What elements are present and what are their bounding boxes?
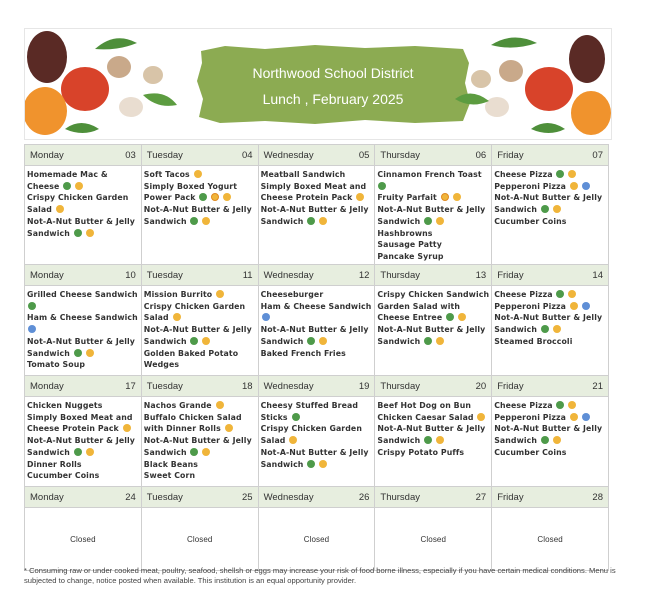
weekday-label: Thursday	[380, 491, 420, 503]
menu-item	[144, 289, 256, 301]
milk-icon	[441, 193, 449, 201]
menu-item-name: Not-A-Nut Butter & Jelly Sandwich	[377, 205, 486, 226]
date-label: 06	[475, 149, 487, 161]
menu-item	[144, 169, 256, 181]
menu-item-name: Not-A-Nut Butter & Jelly Sandwich	[494, 193, 603, 215]
menu-item-name: Ham & Cheese Sandwich	[27, 313, 138, 323]
menu-item	[494, 301, 606, 313]
menu-item	[261, 348, 373, 360]
menu-item-name: Simply Boxed Meat and Cheese Protein Pack	[260, 181, 367, 203]
weekday-label: Tuesday	[146, 491, 183, 503]
closed-label: Closed	[537, 534, 563, 544]
wheat-icon	[202, 337, 210, 345]
weekday-label: Tuesday	[146, 380, 183, 392]
weekday-label: Monday	[30, 149, 64, 161]
date-label: 10	[125, 269, 136, 281]
menu-item	[27, 216, 139, 239]
menu-calendar-grid	[24, 144, 609, 571]
veg-icon	[190, 448, 198, 456]
soy-icon	[582, 302, 590, 310]
weekday-label: Tuesday	[146, 269, 183, 281]
soy-icon	[28, 325, 36, 333]
menu-item	[377, 324, 489, 347]
weekday-label: Friday	[497, 491, 524, 503]
wheat-icon	[194, 170, 202, 178]
menu-item	[27, 312, 139, 335]
menu-items	[375, 166, 491, 264]
menu-item-name: Crispy Chicken Garden Salad	[260, 424, 362, 446]
wheat-icon	[86, 448, 94, 456]
menu-items	[142, 508, 258, 570]
menu-item	[144, 459, 256, 471]
weekday-label: Monday	[30, 380, 64, 392]
menu-item	[261, 169, 373, 181]
day-header	[492, 376, 608, 397]
menu-item-name: Dinner Rolls	[27, 459, 82, 469]
menu-item	[27, 289, 139, 312]
wheat-icon	[436, 337, 444, 345]
menu-item	[261, 204, 373, 227]
wheat-icon	[56, 205, 64, 213]
menu-items	[259, 397, 375, 486]
menu-item	[261, 447, 373, 470]
menu-item	[27, 169, 139, 192]
day-header	[375, 265, 491, 286]
vegetables-left-image	[25, 29, 185, 139]
wheat-icon	[568, 290, 576, 298]
weekday-label: Friday	[497, 269, 524, 281]
veg-icon	[424, 217, 432, 225]
menu-item	[144, 400, 256, 412]
menu-item-name: Mission Burrito	[143, 290, 213, 299]
menu-item-name: Not-A-Nut Butter & Jelly Sandwich	[377, 325, 486, 346]
wheat-icon	[123, 424, 131, 432]
day-cell	[142, 145, 259, 265]
day-header	[492, 487, 608, 508]
weekday-label: Monday	[30, 491, 64, 503]
soy-icon	[582, 413, 590, 421]
menu-item-name: Sweet Corn	[143, 471, 196, 481]
day-header	[375, 145, 491, 166]
wheat-icon	[553, 205, 561, 213]
menu-item-name: Black Beans	[143, 459, 198, 469]
day-cell	[25, 265, 142, 376]
menu-item-name: Steamed Broccoli	[494, 336, 573, 346]
wheat-icon	[570, 302, 578, 310]
menu-item-name: Not-A-Nut Butter & Jelly Sandwich	[260, 205, 369, 226]
day-header	[25, 376, 141, 397]
menu-item	[494, 192, 606, 215]
menu-item-name: Golden Baked Potato Wedges	[143, 348, 239, 370]
menu-item	[377, 400, 489, 412]
date-label: 07	[592, 149, 603, 161]
menu-item-name: Chicken Nuggets	[27, 401, 103, 410]
menu-item	[377, 192, 489, 204]
date-label: 18	[242, 380, 253, 392]
footnote: * Consuming raw or under cooked meat, poultry, seafood, shellsh or eggs may increase your risk of food borne illness, especially if you have certain medical conditions. Menu is subjected to change, notice posted when available. This institution is an equal opportunity provider.	[24, 566, 616, 585]
menu-item-name: Cheese Pizza	[494, 170, 553, 179]
menu-item	[377, 169, 489, 192]
menu-item	[494, 169, 606, 181]
menu-items	[375, 508, 491, 570]
menu-item-name: Not-A-Nut Butter & Jelly Sandwich	[494, 424, 603, 446]
menu-item-name: Cucumber Coins	[494, 447, 567, 457]
menu-item-name: Not-A-Nut Butter & Jelly Sandwich	[143, 436, 252, 457]
menu-item-name: Sausage Patty	[377, 240, 442, 250]
veg-icon	[74, 448, 82, 456]
menu-items	[142, 286, 258, 375]
veg-icon	[199, 193, 207, 201]
menu-item-name: Crispy Chicken Garden Salad	[143, 301, 246, 323]
veg-icon	[292, 413, 300, 421]
veg-icon	[556, 401, 564, 409]
menu-item	[494, 412, 606, 424]
day-header	[142, 487, 258, 508]
menu-item	[144, 301, 256, 324]
day-header	[25, 487, 141, 508]
veg-icon	[424, 337, 432, 345]
menu-item	[494, 312, 606, 335]
menu-items	[492, 286, 608, 375]
wheat-icon	[553, 436, 561, 444]
day-header	[492, 145, 608, 166]
menu-item	[144, 324, 256, 347]
menu-item-name: Cucumber Coins	[27, 471, 100, 481]
weekday-label: Thursday	[380, 149, 420, 161]
menu-items	[25, 166, 141, 264]
date-label: 27	[475, 491, 487, 503]
menu-item	[261, 181, 373, 204]
wheat-icon	[223, 193, 231, 201]
menu-item-name: Not-A-Nut Butter & Jelly Sandwich	[27, 436, 135, 457]
menu-items	[259, 166, 375, 264]
menu-item	[27, 336, 139, 359]
closed-label: Closed	[303, 534, 330, 544]
date-label: 13	[475, 269, 487, 281]
day-header	[25, 265, 141, 286]
weekday-label: Wednesday	[263, 269, 314, 281]
soy-icon	[262, 313, 270, 321]
weekday-label: Monday	[30, 269, 64, 281]
wheat-icon	[202, 217, 210, 225]
wheat-icon	[570, 413, 578, 421]
menu-item-name: Fruity Parfait	[377, 193, 437, 203]
wheat-icon	[553, 325, 561, 333]
date-label: 28	[592, 491, 603, 503]
menu-item-name: Not-A-Nut Butter & Jelly Sandwich	[260, 325, 369, 346]
menu-item-name: Pepperoni Pizza	[494, 181, 567, 191]
menu-item-name: Not-A-Nut Butter & Jelly Sandwich	[143, 325, 252, 346]
wheat-icon	[216, 401, 224, 409]
date-label: 21	[592, 380, 603, 392]
menu-item	[261, 301, 373, 324]
weekday-label: Friday	[497, 149, 524, 161]
milk-icon	[211, 193, 219, 201]
menu-item-name: Buffalo Chicken Salad with Dinner Rolls	[143, 412, 242, 434]
day-header	[375, 376, 491, 397]
menu-item-name: Not-A-Nut Butter & Jelly Sandwich	[27, 216, 135, 238]
day-cell	[492, 265, 609, 376]
menu-item	[377, 204, 489, 227]
day-cell	[142, 376, 259, 487]
menu-item-name: Not-A-Nut Butter & Jelly Sandwich	[27, 336, 135, 358]
menu-subtitle: Lunch , February 2025	[262, 91, 404, 107]
menu-items	[142, 397, 258, 486]
menu-item	[377, 289, 489, 301]
wheat-icon	[458, 313, 466, 321]
weekday-label: Friday	[497, 380, 524, 392]
menu-item-name: Not-A-Nut Butter & Jelly Sandwich	[143, 205, 252, 226]
menu-item-name: Tomato Soup	[27, 360, 86, 370]
menu-item-name: Garden Salad with Cheese Entree	[377, 301, 460, 323]
day-header	[259, 265, 375, 286]
day-cell	[375, 487, 492, 571]
district-title: Northwood School District	[252, 65, 414, 81]
day-cell	[492, 376, 609, 487]
menu-items	[259, 286, 375, 375]
menu-item-name: Cucumber Coins	[494, 216, 567, 226]
weekday-label: Thursday	[380, 380, 420, 392]
menu-item	[494, 336, 606, 348]
wheat-icon	[436, 217, 444, 225]
date-label: 05	[358, 149, 370, 161]
menu-item	[27, 470, 139, 482]
date-label: 12	[358, 269, 370, 281]
menu-item-name: Hashbrowns	[377, 228, 433, 238]
day-cell	[259, 376, 376, 487]
day-header	[142, 376, 258, 397]
menu-item	[144, 435, 256, 458]
menu-item	[494, 181, 606, 193]
menu-item-name: Crispy Potato Puffs	[377, 447, 465, 457]
weekday-label: Thursday	[380, 269, 420, 281]
menu-item-name: Simply Boxed Yogurt Power Pack	[143, 181, 238, 203]
menu-item	[261, 324, 373, 347]
day-cell	[142, 487, 259, 571]
menu-item	[377, 251, 489, 263]
menu-items	[25, 286, 141, 375]
wheat-icon	[319, 217, 327, 225]
date-label: 25	[242, 491, 253, 503]
menu-item	[494, 423, 606, 446]
veg-icon	[541, 436, 549, 444]
day-cell	[375, 376, 492, 487]
menu-item-name: Cheeseburger	[260, 290, 324, 299]
soy-icon	[582, 182, 590, 190]
menu-item	[27, 435, 139, 458]
menu-items	[492, 508, 608, 570]
menu-item	[377, 447, 489, 459]
weekday-label: Tuesday	[146, 149, 183, 161]
day-header	[25, 145, 141, 166]
menu-item-name: Not-A-Nut Butter & Jelly Sandwich	[377, 424, 486, 446]
menu-item-name: Cheese Pizza	[494, 401, 553, 410]
menu-item-name: Beef Hot Dog on Bun	[377, 401, 472, 410]
weekday-label: Wednesday	[263, 491, 314, 503]
day-cell	[492, 487, 609, 571]
veg-icon	[74, 349, 82, 357]
menu-items	[492, 166, 608, 264]
menu-item-name: Crispy Chicken Sandwich	[377, 290, 490, 299]
veg-icon	[307, 460, 315, 468]
menu-item	[377, 239, 489, 251]
menu-item-name: Simply Boxed Meat and Cheese Protein Pack	[27, 412, 133, 434]
wheat-icon	[86, 349, 94, 357]
menu-item	[27, 400, 139, 412]
menu-item	[144, 412, 256, 435]
veg-icon	[446, 313, 454, 321]
menu-item	[261, 289, 373, 301]
menu-item-name: Cheese Pizza	[494, 290, 553, 299]
day-header	[259, 487, 375, 508]
menu-item-name: Soft Tacos	[143, 170, 190, 179]
wheat-icon	[86, 229, 94, 237]
day-cell	[259, 487, 376, 571]
menu-item	[494, 400, 606, 412]
menu-item-name: Not-A-Nut Butter & Jelly Sandwich	[494, 313, 603, 335]
menu-items	[25, 508, 141, 570]
closed-label: Closed	[70, 534, 96, 544]
menu-item-name: Grilled Cheese Sandwich	[27, 290, 138, 299]
day-cell	[142, 265, 259, 376]
menu-item	[261, 400, 373, 423]
menu-item	[377, 412, 489, 424]
day-header	[259, 376, 375, 397]
menu-item	[144, 470, 256, 482]
menu-item	[494, 216, 606, 228]
date-label: 17	[125, 380, 136, 392]
wheat-icon	[319, 460, 327, 468]
veg-icon	[556, 170, 564, 178]
wheat-icon	[477, 413, 485, 421]
veg-icon	[541, 205, 549, 213]
veg-icon	[63, 182, 71, 190]
menu-items	[492, 397, 608, 486]
date-label: 03	[125, 149, 136, 161]
menu-item-name: Nachos Grande	[143, 401, 212, 410]
closed-label: Closed	[186, 534, 213, 544]
day-cell	[25, 145, 142, 265]
menu-item	[377, 301, 489, 324]
veg-icon	[556, 290, 564, 298]
wheat-icon	[75, 182, 83, 190]
menu-item	[261, 423, 373, 446]
menu-item-name: Pancake Syrup	[377, 251, 444, 261]
wheat-icon	[568, 401, 576, 409]
wheat-icon	[436, 436, 444, 444]
wheat-icon	[289, 436, 297, 444]
menu-item-name: Homemade Mac & Cheese	[27, 170, 108, 191]
menu-item-name: Cheesy Stuffed Bread Sticks	[260, 401, 359, 422]
wheat-icon	[225, 424, 233, 432]
title-plate	[195, 43, 471, 125]
vegetables-right-image	[451, 29, 611, 139]
day-cell	[259, 265, 376, 376]
menu-item	[377, 423, 489, 446]
wheat-icon	[568, 170, 576, 178]
menu-item	[144, 348, 256, 371]
menu-item-name: Ham & Cheese Sandwich	[260, 301, 372, 311]
weekday-label: Wednesday	[263, 380, 314, 392]
day-cell	[25, 487, 142, 571]
menu-banner	[24, 28, 612, 140]
menu-item-name: Pepperoni Pizza	[494, 301, 567, 311]
menu-item	[144, 204, 256, 227]
day-cell	[25, 376, 142, 487]
wheat-icon	[173, 313, 181, 321]
day-header	[259, 145, 375, 166]
menu-item-name: Meatball Sandwich	[260, 170, 346, 179]
date-label: 04	[242, 149, 253, 161]
date-label: 26	[358, 491, 370, 503]
menu-item-name: Chicken Caesar Salad	[377, 412, 474, 422]
menu-item	[494, 289, 606, 301]
menu-item-name: Pepperoni Pizza	[494, 412, 567, 422]
day-cell	[259, 145, 376, 265]
date-label: 11	[242, 269, 253, 281]
date-label: 14	[592, 269, 603, 281]
wheat-icon	[216, 290, 224, 298]
wheat-icon	[202, 448, 210, 456]
menu-item-name: Baked French Fries	[260, 348, 346, 358]
day-cell	[492, 145, 609, 265]
veg-icon	[74, 229, 82, 237]
veg-icon	[190, 337, 198, 345]
date-label: 19	[358, 380, 370, 392]
wheat-icon	[356, 193, 364, 201]
menu-item	[377, 228, 489, 240]
veg-icon	[541, 325, 549, 333]
menu-items	[375, 286, 491, 375]
day-header	[142, 265, 258, 286]
menu-item	[494, 447, 606, 459]
veg-icon	[424, 436, 432, 444]
wheat-icon	[570, 182, 578, 190]
menu-items	[142, 166, 258, 264]
day-cell	[375, 145, 492, 265]
veg-icon	[378, 182, 386, 190]
menu-item	[27, 412, 139, 435]
menu-item-name: Crispy Chicken Garden Salad	[27, 193, 129, 215]
menu-item-name: Cinnamon French Toast	[377, 170, 482, 179]
menu-items	[259, 508, 375, 570]
veg-icon	[190, 217, 198, 225]
day-cell	[375, 265, 492, 376]
veg-icon	[28, 302, 36, 310]
weekday-label: Wednesday	[263, 149, 314, 161]
veg-icon	[307, 217, 315, 225]
date-label: 24	[125, 491, 136, 503]
date-label: 20	[475, 380, 487, 392]
menu-item-name: Not-A-Nut Butter & Jelly Sandwich	[260, 447, 369, 469]
menu-items	[25, 397, 141, 486]
veg-icon	[307, 337, 315, 345]
day-header	[375, 487, 491, 508]
menu-item	[144, 181, 256, 204]
day-header	[492, 265, 608, 286]
menu-items	[375, 397, 491, 486]
menu-item	[27, 459, 139, 471]
menu-item	[27, 192, 139, 215]
closed-label: Closed	[420, 534, 447, 544]
wheat-icon	[453, 193, 461, 201]
day-header	[142, 145, 258, 166]
menu-item	[27, 359, 139, 371]
wheat-icon	[319, 337, 327, 345]
